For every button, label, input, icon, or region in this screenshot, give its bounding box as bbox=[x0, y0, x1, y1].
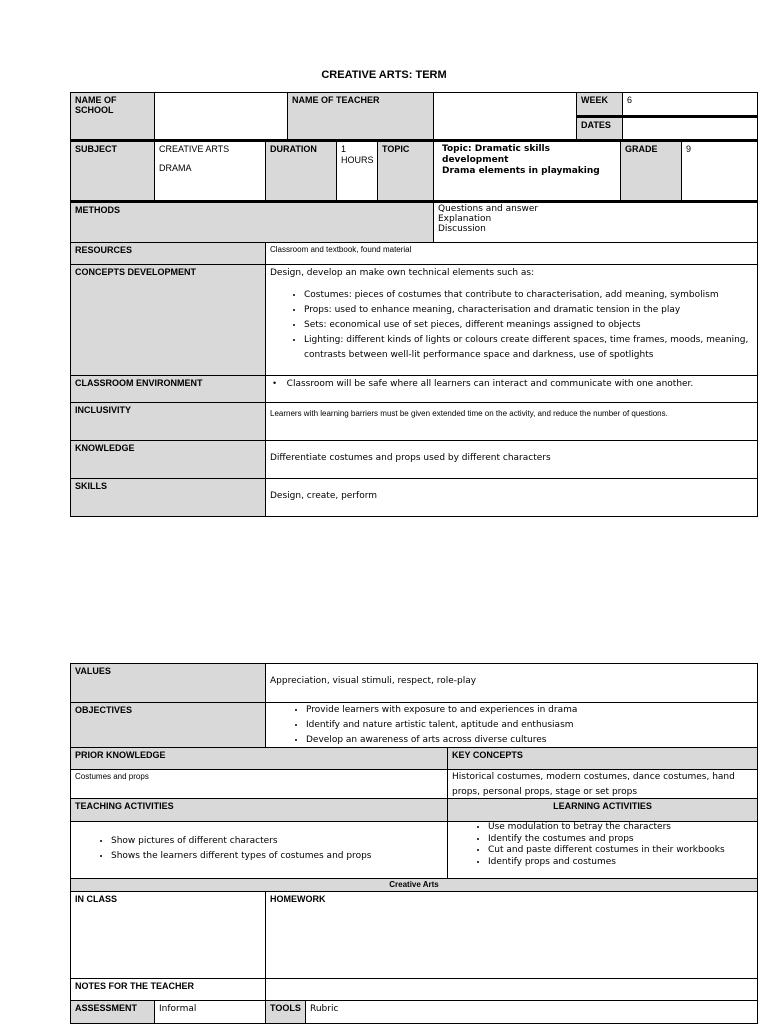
key-concepts-value: Historical costumes, modern costumes, dance costumes, hand props, personal props, stage or set props bbox=[447, 769, 758, 799]
concepts-content bbox=[265, 264, 758, 376]
skills-label: SKILLS bbox=[70, 478, 266, 517]
objectives-item: • Develop an awareness of arts across diverse cultures bbox=[306, 733, 753, 748]
topic-line-2: Drama elements in playmaking bbox=[442, 166, 600, 176]
teaching-activities-content bbox=[70, 821, 448, 879]
section-title: Creative Arts bbox=[70, 878, 758, 892]
dates-label: DATES bbox=[576, 115, 623, 140]
learning-activities-content bbox=[447, 821, 758, 879]
subject-label: SUBJECT bbox=[70, 139, 155, 201]
concepts-item: • Sets: economical use of set pieces, different meanings assigned to objects bbox=[304, 318, 753, 333]
name-of-teacher-field[interactable] bbox=[433, 92, 577, 140]
teaching-item: • Shows the learners different types of costumes and props bbox=[111, 849, 443, 864]
methods-item: Discussion bbox=[438, 224, 486, 234]
prior-knowledge-value: Costumes and props bbox=[70, 769, 448, 799]
methods-label: METHODS bbox=[70, 200, 434, 243]
grade-label: GRADE bbox=[620, 139, 682, 201]
notes-for-teacher-label: NOTES FOR THE TEACHER bbox=[70, 978, 266, 1001]
objectives-label: OBJECTIVES bbox=[70, 702, 266, 748]
assessment-value: Informal bbox=[154, 1000, 266, 1024]
learning-item: • Cut and paste different costumes in their workbooks bbox=[488, 845, 753, 857]
in-class-label: IN CLASS bbox=[70, 891, 266, 979]
topic-line-1: Topic: Dramatic skills development bbox=[442, 144, 550, 165]
values-label: VALUES bbox=[70, 663, 266, 703]
tools-value: Rubric bbox=[305, 1000, 758, 1024]
prior-knowledge-label: PRIOR KNOWLEDGE bbox=[70, 747, 448, 770]
duration-value: 1 HOURS bbox=[336, 139, 378, 201]
key-concepts-label: KEY CONCEPTS bbox=[447, 747, 758, 770]
concepts-intro: Design, develop an make own technical elements such as: bbox=[270, 268, 535, 278]
concepts-item: • Props: used to enhance meaning, characterisation and dramatic tension in the play bbox=[304, 303, 753, 318]
knowledge-value: Differentiate costumes and props used by different characters bbox=[265, 440, 758, 479]
methods-list bbox=[433, 200, 758, 243]
page-title: CREATIVE ARTS: TERM bbox=[321, 69, 447, 81]
tools-label: TOOLS bbox=[265, 1000, 306, 1024]
methods-item: Explanation bbox=[438, 214, 492, 224]
teaching-item: • Show pictures of different characters bbox=[111, 834, 443, 849]
classroom-environment-value: Classroom will be safe where all learners can interact and communicate with one another. bbox=[286, 379, 694, 389]
objectives-item: • Identify and nature artistic talent, aptitude and enthusiasm bbox=[306, 718, 753, 733]
name-of-teacher-label: NAME OF TEACHER bbox=[287, 92, 434, 140]
teaching-activities-label: TEACHING ACTIVITIES bbox=[70, 798, 448, 822]
learning-activities-label: LEARNING ACTIVITIES bbox=[447, 798, 758, 822]
objectives-content bbox=[265, 702, 758, 748]
values-value: Appreciation, visual stimuli, respect, role-play bbox=[265, 663, 758, 703]
concepts-item: • Costumes: pieces of costumes that contribute to characterisation, add meaning, symbolism bbox=[304, 288, 753, 303]
resources-label: RESOURCES bbox=[70, 242, 266, 265]
subject-value bbox=[154, 139, 266, 201]
grade-value: 9 bbox=[681, 139, 758, 201]
objectives-item: • Provide learners with exposure to and experiences in drama bbox=[306, 703, 753, 718]
notes-for-teacher-field[interactable] bbox=[265, 978, 758, 1001]
learning-item: • Use modulation to betray the characters bbox=[488, 822, 753, 834]
classroom-environment-content bbox=[265, 375, 758, 403]
learning-item: • Identify the costumes and props bbox=[488, 834, 753, 846]
topic-label: TOPIC bbox=[377, 139, 434, 201]
name-of-school-label: NAME OF SCHOOL bbox=[70, 92, 155, 140]
week-value: 6 bbox=[622, 92, 758, 116]
homework-label: HOMEWORK bbox=[265, 891, 758, 979]
assessment-label: ASSESSMENT bbox=[70, 1000, 155, 1024]
concepts-label: CONCEPTS DEVELOPMENT bbox=[70, 264, 266, 376]
learning-item: • Identify props and costumes bbox=[488, 857, 753, 869]
skills-value: Design, create, perform bbox=[265, 478, 758, 517]
week-label: WEEK bbox=[576, 92, 623, 116]
classroom-environment-label: CLASSROOM ENVIRONMENT bbox=[70, 375, 266, 403]
concepts-item: • Lighting: different kinds of lights or colours create different spaces, time frames, moods, meaning, contrasts between well-lit performance space and darkness, use of spotlights bbox=[304, 333, 753, 363]
dates-field[interactable] bbox=[622, 115, 758, 140]
topic-value bbox=[433, 139, 621, 201]
name-of-school-field[interactable] bbox=[154, 92, 288, 140]
duration-label: DURATION bbox=[265, 139, 337, 201]
subject-value-1: CREATIVE ARTS bbox=[159, 144, 230, 154]
knowledge-label: KNOWLEDGE bbox=[70, 440, 266, 479]
inclusivity-label: INCLUSIVITY bbox=[70, 402, 266, 441]
methods-item: Questions and answer bbox=[438, 204, 539, 214]
subject-value-2: DRAMA bbox=[159, 163, 192, 173]
bullet-icon: • bbox=[273, 378, 277, 388]
inclusivity-value: Learners with learning barriers must be given extended time on the activity, and reduce the number of questions. bbox=[265, 402, 758, 441]
resources-value: Classroom and textbook, found material bbox=[265, 242, 758, 265]
